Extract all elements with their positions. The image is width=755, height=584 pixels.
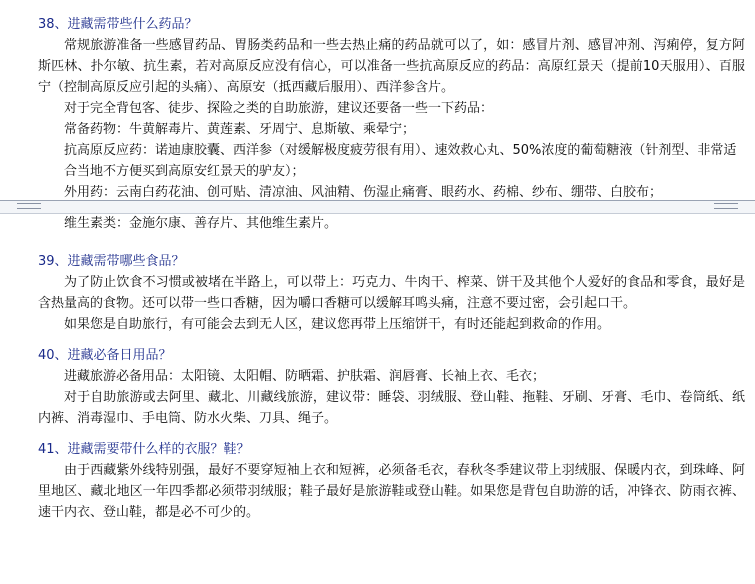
list-item: 常备药物：牛黄解毒片、黄莲素、牙周宁、息斯敏、乘晕宁； bbox=[64, 122, 416, 137]
question-38-title: 38、进藏需带些什么药品？ bbox=[38, 17, 198, 32]
page-2-content bbox=[0, 213, 755, 523]
page-2 bbox=[0, 213, 755, 523]
list-item: 维生素类：金施尔康、善存片、其他维生素片。 bbox=[64, 216, 338, 231]
paragraph: 进藏旅游必备用品：太阳镜、太阳帽、防晒霜、护肤霜、润唇膏、长袖上衣、毛衣； bbox=[64, 369, 546, 384]
paragraph: 如果您是自助旅行，有可能会去到无人区，建议您再带上压缩饼干，有时还能起到救命的作用。 bbox=[64, 317, 611, 332]
paragraph: 对于自助旅游或去阿里、藏北、川藏线旅游，建议带：睡袋、羽绒服、登山鞋、拖鞋、牙刷、牙膏、毛巾、卷筒纸、纸内裤、消毒湿巾、手电筒、防水火柴、刀具、绳子。 bbox=[38, 390, 745, 426]
page-break bbox=[0, 200, 755, 214]
paragraph: 对于完全背包客、徒步、探险之类的自助旅游，建议还要备一些一下药品： bbox=[64, 101, 494, 116]
paragraph: 由于西藏紫外线特别强，最好不要穿短袖上衣和短裤，必须备毛衣，春秋冬季建议带上羽绒服、保暖内衣，到珠峰、阿里地区、藏北地区一年四季都必须带羽绒服；鞋子最好是旅游鞋或登山鞋。如果您是背包自助游的话，冲锋衣、防雨衣裤、速干内衣、登山鞋，都是必不可少的。 bbox=[38, 463, 745, 520]
page-1-content bbox=[0, 14, 755, 203]
spacer bbox=[38, 234, 745, 251]
list-item: 抗高原反应药：诺迪康胶囊、西洋参（对缓解极度疲劳很有用）、速效救心丸、50%浓度的葡萄糖液（针剂型、非常适合当地不方便买到高原安红景天的驴友）； bbox=[64, 143, 737, 179]
spacer bbox=[38, 335, 745, 345]
page-1 bbox=[0, 14, 755, 203]
list-item: 外用药：云南白药花油、创可贴、清凉油、风油精、伤湿止痛膏、眼药水、药棉、纱布、绷带、白胶布； bbox=[64, 185, 663, 200]
page-break-marker-left bbox=[17, 202, 41, 210]
question-39-title: 39、进藏需带哪些食品？ bbox=[38, 254, 185, 269]
paragraph: 为了防止饮食不习惯或被堵在半路上，可以带上：巧克力、牛肉干、榨菜、饼干及其他个人爱好的食品和零食，最好是含热量高的食物。还可以带一些口香糖，因为嚼口香糖可以缓解耳鸣头痛，注意不要过密，会引起口干。 bbox=[38, 275, 745, 311]
question-40-title: 40、进藏必备日用品？ bbox=[38, 348, 172, 363]
page-break-marker-right bbox=[714, 202, 738, 210]
question-41-title: 41、进藏需要带什么样的衣服？鞋？ bbox=[38, 442, 250, 457]
spacer bbox=[38, 429, 745, 439]
paragraph: 常规旅游准备一些感冒药品、胃肠类药品和一些去热止痛的药品就可以了，如：感冒片剂、感冒冲剂、泻痢停，复方阿斯匹林、扑尔敏、抗生素，若对高原反应没有信心，可以准备一些抗高原反应的药品：高原红景天（提前10天服用）、百服宁（控制高原反应引起的头痛）、高原安（抵西藏后服用）、西洋参含片。 bbox=[38, 38, 745, 95]
